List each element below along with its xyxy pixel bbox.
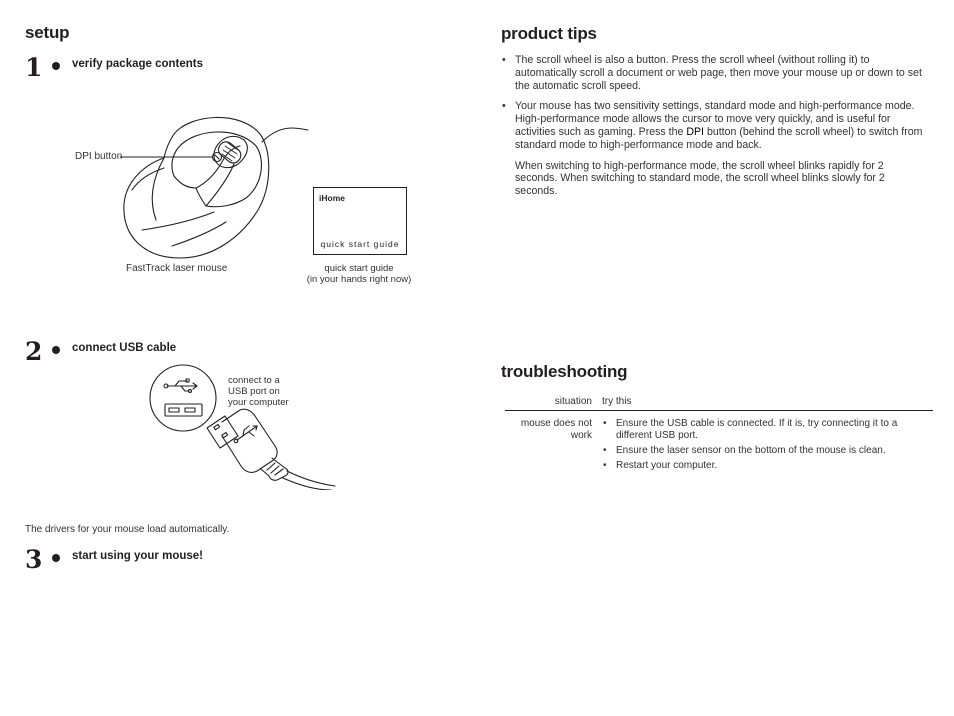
quick-start-guide-booklet	[313, 187, 407, 255]
tip-scroll-wheel: • The scroll wheel is also a button. Press the scroll wheel (without rolling it) to automatically scroll a document or web page, then move your mouse up or down to set the automatic scroll speed.	[501, 54, 933, 92]
troubleshooting-heading: troubleshooting	[501, 362, 628, 381]
step3-label: start using your mouse!	[72, 550, 203, 562]
step3-number: 3	[25, 545, 43, 574]
step2-label: connect USB cable	[72, 342, 177, 354]
col-situation-header: situation	[554, 396, 592, 407]
qsg-caption	[296, 263, 422, 285]
fix-item: • Ensure the laser sensor on the bottom of the mouse is clean.	[602, 445, 928, 457]
drivers-note: The drivers for your mouse load automatically.	[25, 524, 230, 535]
usb-callout-line1: connect to a	[228, 375, 280, 386]
usb-callout-line2: USB port on	[228, 386, 280, 397]
step3-bullet	[52, 554, 60, 562]
situation-cell: mouse does not work	[520, 418, 592, 441]
usb-callout-line3: your computer	[228, 397, 289, 408]
ihome-logo: iHome	[319, 193, 345, 203]
product-tips-heading: product tips	[501, 24, 597, 43]
product-tips-list	[501, 54, 933, 198]
step2-bullet	[52, 346, 60, 354]
table-row	[505, 411, 933, 476]
step1-label: verify package contents	[72, 58, 204, 70]
fix-item: • Ensure the USB cable is connected. If it is, try connecting it to a different USB port.	[602, 418, 928, 442]
fix-item: • Restart your computer.	[602, 460, 928, 472]
dpi-button-callout: DPI button	[75, 151, 123, 162]
step1-number: 1	[25, 53, 43, 82]
step1-bullet	[52, 62, 60, 70]
mouse-caption: FastTrack laser mouse	[126, 263, 228, 274]
qsg-caption-line2: (in your hands right now)	[306, 274, 412, 285]
fixes-cell	[597, 411, 933, 476]
qsg-cover-text: quick start guide	[320, 239, 400, 249]
step2-number: 2	[25, 337, 43, 366]
tip-dpi-highlight: DPI	[686, 125, 705, 138]
tip-dpi-after: button (behind the scroll wheel) to switch from standard mode to high-performance mode and back.	[515, 125, 923, 151]
col-try-header: try this	[602, 396, 632, 407]
tip-dpi-blink-note: When switching to high-performance mode, the scroll wheel blinks rapidly for 2 seconds. When switching to standard mode, the scroll wheel blinks slowly for 2 seconds.	[515, 159, 885, 198]
troubleshooting-table	[505, 396, 933, 475]
setup-heading: setup	[25, 23, 70, 42]
qsg-caption-line1: quick start guide	[324, 263, 394, 274]
tip-dpi	[501, 100, 933, 151]
tip-dpi-before: Your mouse has two sensitivity settings, standard mode and high-performance mode. High-performance mode allows the cursor to move very quickly, and is useful for activities such as gaming. Press the	[515, 100, 915, 138]
mouse-illustration	[110, 112, 310, 262]
usb-callout	[228, 375, 289, 408]
